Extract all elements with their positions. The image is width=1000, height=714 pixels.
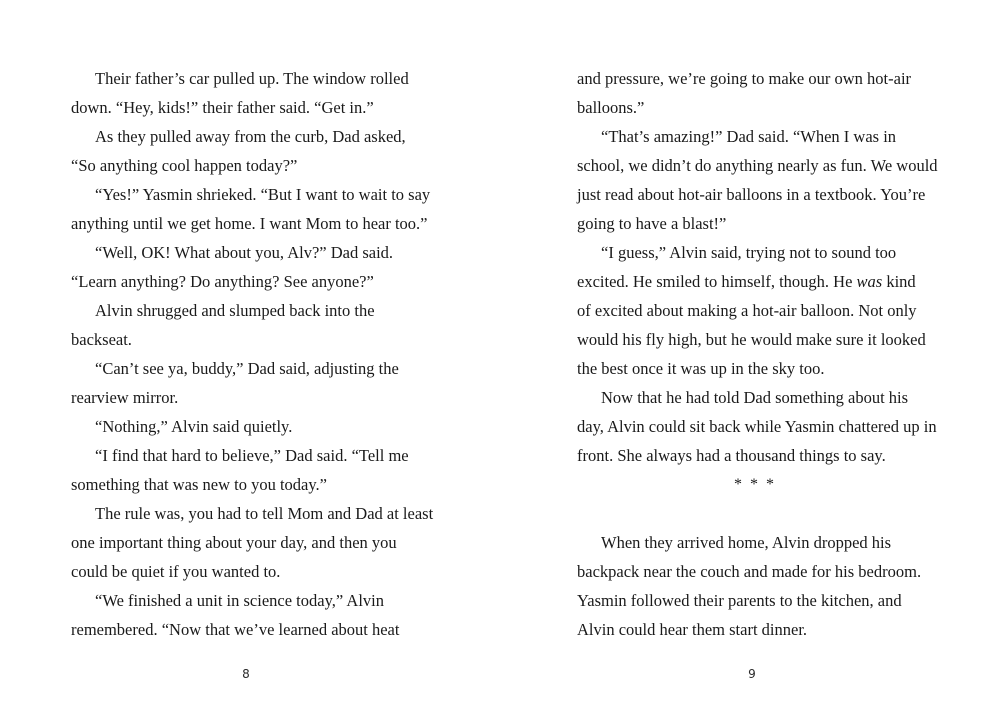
text-line: day, Alvin could sit back while Yasmin chattered up in: [577, 417, 937, 436]
text-line: “Learn anything? Do anything? See anyone?”: [71, 272, 374, 291]
text-line: “I find that hard to believe,” Dad said. “Tell me: [95, 446, 409, 465]
page-number: 9: [748, 667, 756, 681]
text-line: “That’s amazing!” Dad said. “When I was in: [601, 127, 897, 146]
left-page-text: [71, 64, 434, 644]
text-line: Yasmin followed their parents to the kitchen, and: [577, 591, 902, 610]
text-line: front. She always had a thousand things to say.: [577, 446, 886, 465]
scene-break: * * *: [734, 476, 776, 493]
text-line: anything until we get home. I want Mom to hear too.”: [71, 214, 428, 233]
emphasis-text: was: [856, 272, 883, 291]
text-line: Alvin shrugged and slumped back into the: [95, 301, 375, 320]
text-line: “Can’t see ya, buddy,” Dad said, adjusting the: [95, 359, 399, 378]
text-line: “We finished a unit in science today,” Alvin: [95, 591, 385, 610]
text-line: Now that he had told Dad something about his: [601, 388, 909, 407]
text-line: one important thing about your day, and then you: [71, 533, 397, 552]
text-line: As they pulled away from the curb, Dad asked,: [95, 127, 406, 146]
text-line: When they arrived home, Alvin dropped his: [601, 533, 892, 552]
right-page: [500, 0, 1000, 714]
text-line: Their father’s car pulled up. The window rolled: [95, 69, 409, 88]
text-line: and pressure, we’re going to make our own hot-air: [577, 69, 912, 88]
text-line: The rule was, you had to tell Mom and Dad at least: [95, 504, 434, 523]
text-line: “Yes!” Yasmin shrieked. “But I want to wait to say: [95, 185, 431, 204]
text-line: school, we didn’t do anything nearly as fun. We would: [577, 156, 938, 175]
text-line: excited. He smiled to himself, though. He was kind: [577, 272, 916, 291]
text-line: just read about hot-air balloons in a textbook. You’re: [577, 185, 926, 204]
text-line: down. “Hey, kids!” their father said. “Get in.”: [71, 98, 374, 117]
page-number: 8: [242, 667, 250, 681]
text-line: “So anything cool happen today?”: [71, 156, 298, 175]
text-line: backseat.: [71, 330, 132, 349]
text-line: could be quiet if you wanted to.: [71, 562, 281, 581]
right-page-text: [577, 64, 938, 644]
text-line: “I guess,” Alvin said, trying not to sound too: [601, 243, 897, 262]
text-line: backpack near the couch and made for his bedroom.: [577, 562, 922, 581]
text-line: of excited about making a hot-air balloon. Not only: [577, 301, 917, 320]
text-line: would his fly high, but he would make sure it looked: [577, 330, 926, 349]
text-line: remembered. “Now that we’ve learned about heat: [71, 620, 400, 639]
text-line: rearview mirror.: [71, 388, 179, 407]
text-line: balloons.”: [577, 98, 645, 117]
text-line: the best once it was up in the sky too.: [577, 359, 825, 378]
text-line: Alvin could hear them start dinner.: [577, 620, 808, 639]
text-line: “Well, OK! What about you, Alv?” Dad said.: [95, 243, 394, 262]
text-line: “Nothing,” Alvin said quietly.: [95, 417, 293, 436]
text-line: something that was new to you today.”: [71, 475, 328, 494]
text-line: going to have a blast!”: [577, 214, 727, 233]
